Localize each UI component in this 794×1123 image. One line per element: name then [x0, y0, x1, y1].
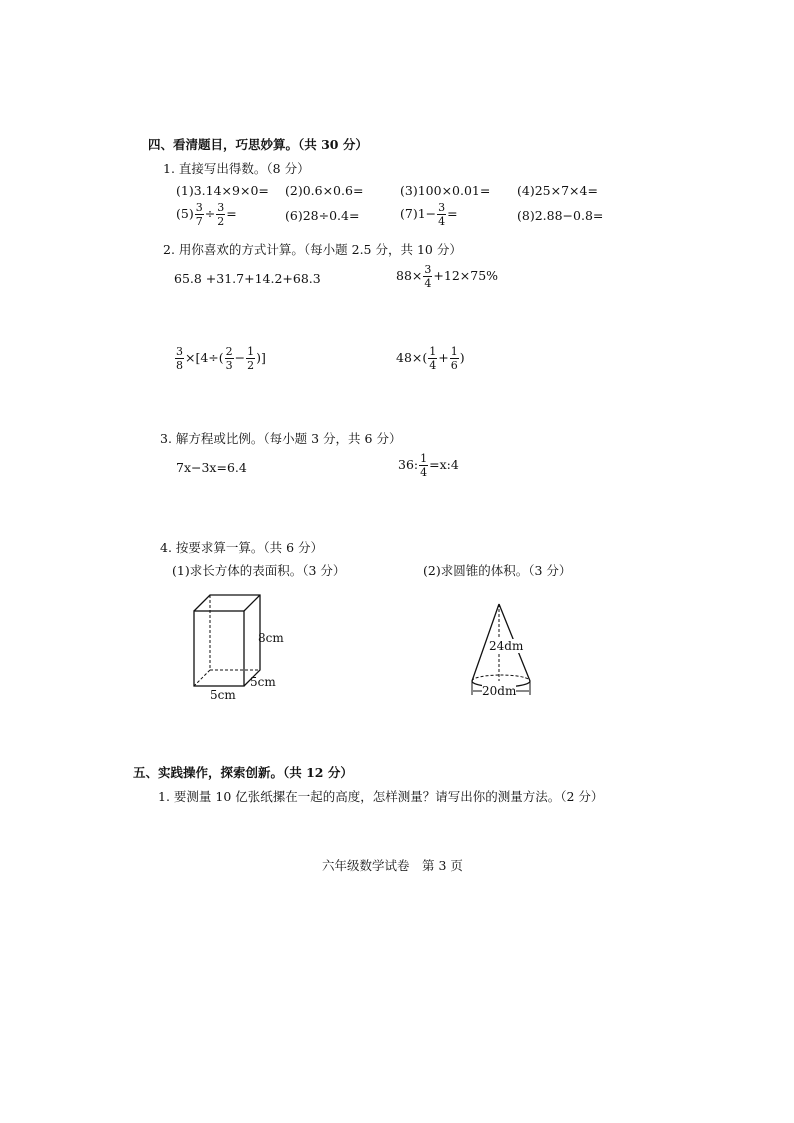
q2-expr-2: 88× $\frac{3}{4}$ +12×75%: [396, 263, 499, 290]
q1-item-8: (8)2.88−0.8=: [517, 208, 604, 223]
q4-title: 4. 按要求算一算。（共 6 分）: [160, 540, 324, 555]
q2-expr-3: $\frac{3}{8}$ ×[4÷( $\frac{2}{3}$ − $\frac{1}{2}$ )]: [176, 345, 266, 372]
cuboid-length-label: 5cm: [210, 688, 236, 702]
cuboid-height-label: 8cm: [258, 631, 284, 645]
cone-diameter-label: 20dm: [482, 684, 517, 698]
q2-title: 2. 用你喜欢的方式计算。（每小题 2.5 分，共 10 分）: [163, 242, 462, 257]
q1-item-1: (1)3.14×9×0=: [176, 183, 269, 198]
q1-item-3: (3)100×0.01=: [400, 183, 491, 198]
q2-expr-1: 65.8 +31.7+14.2+68.3: [174, 271, 321, 286]
q1-title: 1. 直接写出得数。（8 分）: [163, 161, 310, 176]
q3-expr-2: 36: $\frac{1}{4}$ =x:4: [398, 452, 459, 479]
q4-sub1: (1)求长方体的表面积。（3 分）: [172, 563, 346, 578]
cone-height-label: 24dm: [489, 639, 524, 653]
page-footer: 六年级数学试卷 第 3 页: [322, 858, 463, 873]
section5-q1: 1. 要测量 10 亿张纸摞在一起的高度，怎样测量？请写出你的测量方法。（2 分）: [158, 789, 604, 804]
q1-item-5: (5) $\frac{3}{7}$ ÷ $\frac{3}{2}$ =: [176, 201, 237, 228]
section4-title: 四、看清题目，巧思妙算。（共 30 分）: [148, 137, 368, 152]
cuboid-width-label: 5cm: [250, 675, 276, 689]
q3-title: 3. 解方程或比例。（每小题 3 分，共 6 分）: [160, 431, 402, 446]
q1-item-2: (2)0.6×0.6=: [285, 183, 364, 198]
q1-item-4: (4)25×7×4=: [517, 183, 598, 198]
q3-expr-1: 7x−3x=6.4: [176, 460, 247, 475]
q1-item-7: (7)1− $\frac{3}{4}$ =: [400, 201, 458, 228]
q1-item-6: (6)28÷0.4=: [285, 208, 360, 223]
q4-sub2: (2)求圆锥的体积。（3 分）: [423, 563, 572, 578]
section5-title: 五、实践操作，探索创新。（共 12 分）: [133, 765, 353, 780]
q2-expr-4: 48×( $\frac{1}{4}$ + $\frac{1}{6}$ ): [396, 345, 465, 372]
